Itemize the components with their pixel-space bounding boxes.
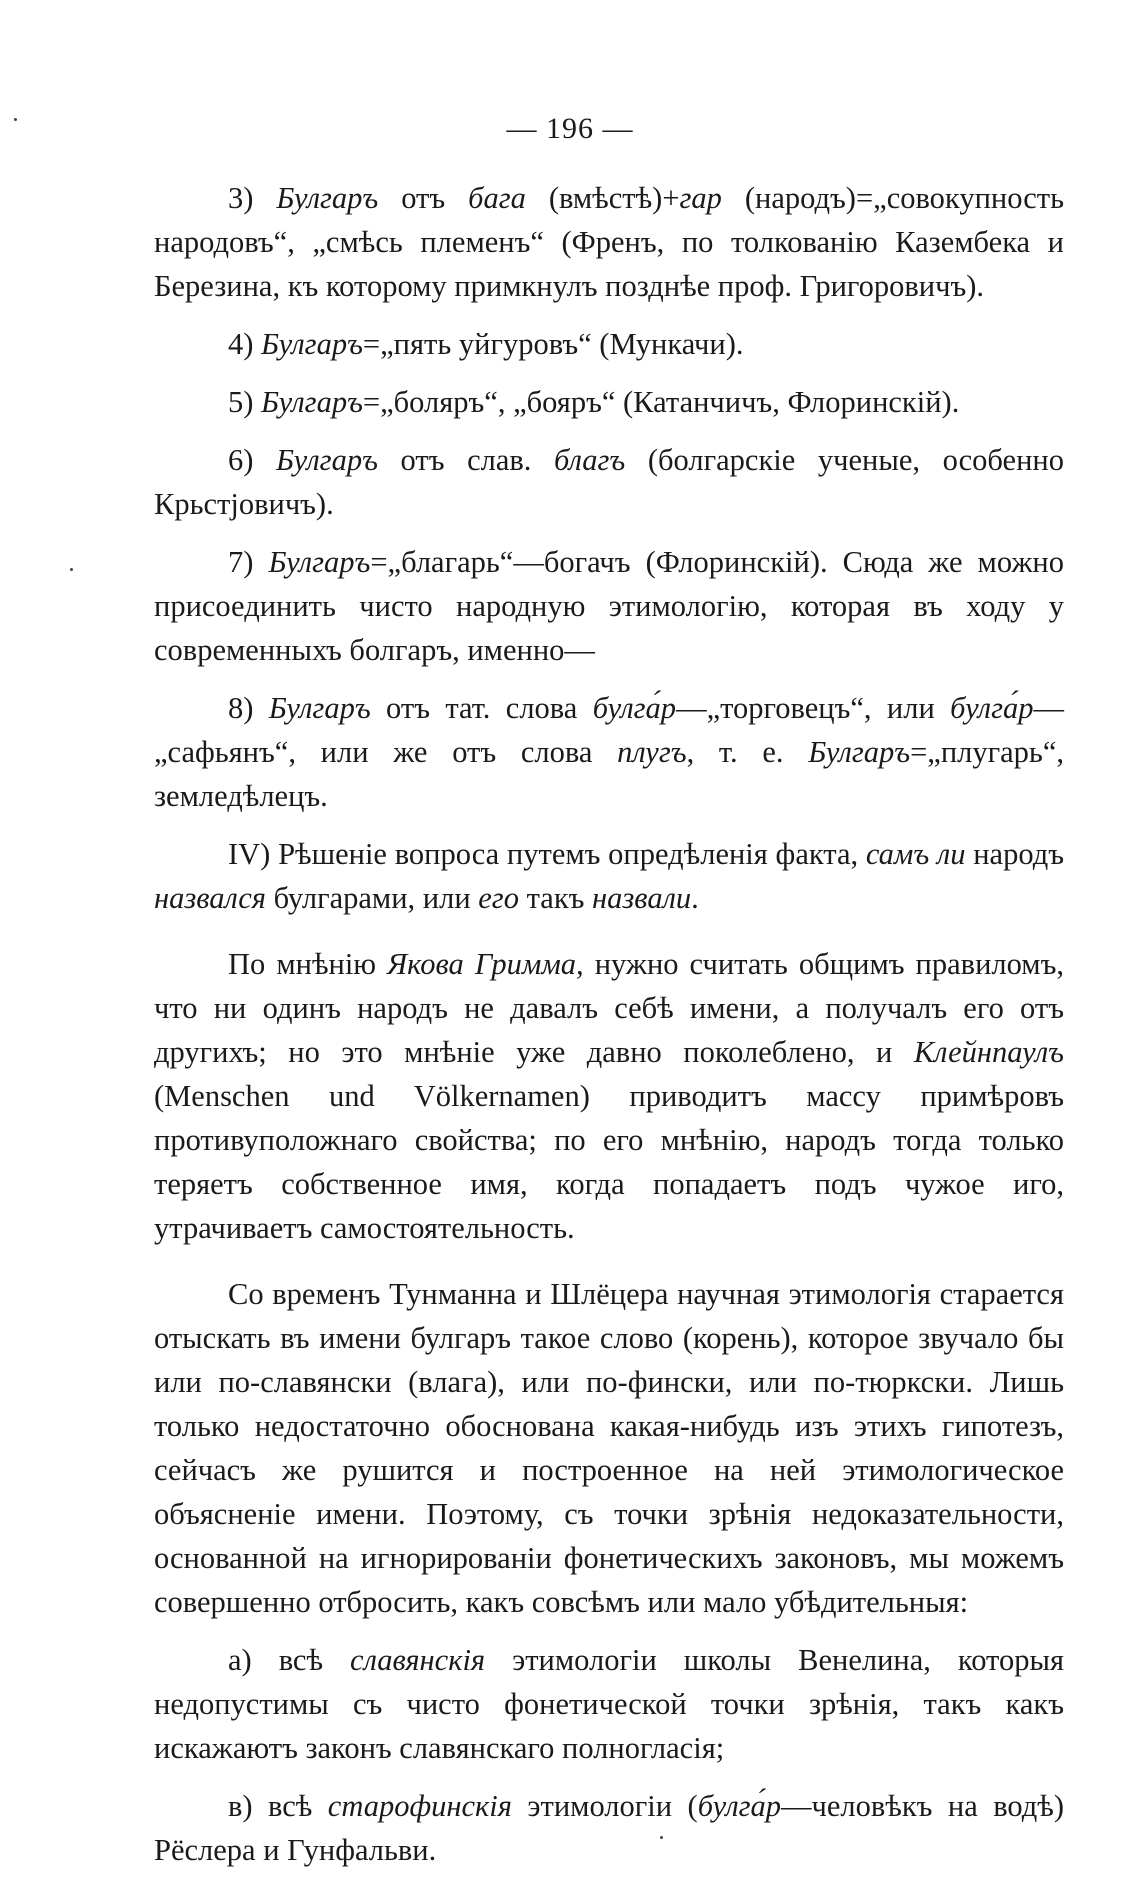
text-run: 6) <box>228 443 277 477</box>
text-run: , т. е. <box>686 735 809 769</box>
paragraph-item-a <box>154 1638 1064 1770</box>
text-run: —„сафьянъ“, или же отъ слова <box>154 691 1064 769</box>
text-run: IV) Рѣшеніе вопроса путемъ опредѣленія факта, <box>228 837 866 871</box>
text-run: =„благарь“—богачъ (Флоринскій). Сюда же можно присоединить чисто народную этимологію, которая въ ходу у современныхъ болгаръ, именно— <box>154 545 1064 667</box>
text-run: булгарами, или <box>265 881 479 915</box>
paragraph-item-3 <box>154 176 1064 308</box>
text-run: 4) <box>228 327 262 361</box>
text-run: =„плугарь“, земледѣлецъ. <box>154 735 1064 813</box>
page-number: — 196 — <box>506 112 634 145</box>
italic-term: славянскія <box>350 1643 486 1677</box>
text-run: отъ <box>378 181 469 215</box>
scan-speck <box>70 568 73 571</box>
italic-term: назвался <box>154 881 266 915</box>
italic-term: булга́р <box>697 1789 782 1823</box>
paragraph-item-8 <box>154 686 1064 818</box>
text-run: (вмѣстѣ)+ <box>525 181 680 215</box>
italic-term: Булгаръ <box>276 443 378 477</box>
paragraph-grimm <box>154 942 1064 1250</box>
italic-term: Булгаръ <box>261 327 363 361</box>
text-run: —человѣкъ на водѣ) Рёслера и Гунфальви. <box>154 1789 1064 1867</box>
text-run: =„боляръ“, „бояръ“ (Катанчичъ, Флоринскій). <box>362 385 960 419</box>
italic-term: плугъ <box>617 735 687 769</box>
text-run: По мнѣнію <box>228 947 388 981</box>
text-run: 8) <box>228 691 269 725</box>
italic-term: благъ <box>554 443 626 477</box>
text-run: нужно считать общимъ правиломъ, что ни одинъ народъ не давалъ себѣ имени, а получалъ его отъ другихъ; но это мнѣніе уже давно поколеблено, и <box>154 947 1064 1069</box>
scan-speck <box>14 118 17 121</box>
paragraph-item-6 <box>154 438 1064 526</box>
italic-term: Булгаръ <box>261 385 363 419</box>
italic-term: гар <box>679 181 722 215</box>
paragraph-item-b <box>154 1784 1064 1872</box>
italic-term: Булгаръ <box>276 181 379 215</box>
text-run: (болгарскіе ученые, особенно Крьстjовичъ). <box>154 443 1064 521</box>
italic-term: его <box>478 881 519 915</box>
text-run: 5) <box>228 385 262 419</box>
text-run: 3) <box>228 181 277 215</box>
italic-term: Якова Гримма, <box>387 947 584 981</box>
paragraph-item-7 <box>154 540 1064 672</box>
text-run: а) всѣ <box>228 1643 351 1677</box>
paragraph-item-5 <box>154 380 1064 424</box>
paragraph-section-iv <box>154 832 1064 920</box>
italic-term: булга́р <box>950 691 1034 725</box>
text-run: (Menschen und Völkernamen) приводитъ массу примѣровъ противуположнаго свойства; по его мнѣнію, народъ тогда только теряетъ собственное имя, когда попадаетъ подъ чужое иго, утрачиваетъ самостоятельность. <box>154 1079 1064 1245</box>
text-run: этимологіи ( <box>511 1789 698 1823</box>
italic-term: назвали <box>592 881 692 915</box>
italic-term: Булгаръ <box>808 735 911 769</box>
text-run: такъ <box>518 881 593 915</box>
text-run: —„торговецъ“, или <box>676 691 951 725</box>
text-run: отъ слав. <box>377 443 555 477</box>
paragraph-etymology <box>154 1272 1064 1624</box>
paragraph-item-4 <box>154 322 1064 366</box>
italic-term: старофинскія <box>327 1789 512 1823</box>
text-run: . <box>691 881 699 915</box>
text-run: 7) <box>228 545 269 579</box>
text-run: народъ <box>965 837 1065 871</box>
italic-term: бага <box>468 181 526 215</box>
text-run: (народъ)=„совокупность народовъ“, „смѣсь племенъ“ (Френъ, по толкованію Казембека и Березина, къ которому примкнулъ позднѣе проф. Григоровичъ). <box>154 181 1064 303</box>
italic-term: булга́р <box>592 691 677 725</box>
text-run: =„пять уйгуровъ“ (Мункачи). <box>362 327 744 361</box>
italic-term: Клейнпаулъ <box>913 1035 1064 1069</box>
text-run: отъ тат. слова <box>370 691 593 725</box>
page-text <box>154 176 1064 1886</box>
text-run: этимологіи школы Венелина, которыя недопустимы съ чисто фонетической точки зрѣнія, такъ какъ искажаютъ законъ славянскаго полногласія; <box>154 1643 1064 1765</box>
italic-term: Булгаръ <box>268 545 371 579</box>
text-run: Со временъ Тунманна и Шлёцера научная этимологія старается отыскать въ имени булгаръ такое слово (корень), которое звучало бы или по-славянски (влага), или по-фински, или по-тюркски. Лишь только недостаточно обоснована какая-нибудь изъ этихъ гипотезъ, сейчасъ же рушится и построенное на ней этимологическое объясненіе имени. Поэтому, съ точки зрѣнія недоказательности, основанной на игнорированіи фонетическихъ законовъ, мы можемъ совершенно отбросить, какъ совсѣмъ или мало убѣдительныя: <box>154 1277 1064 1619</box>
italic-term: самъ ли <box>865 837 966 871</box>
text-run: в) всѣ <box>228 1789 328 1823</box>
italic-term: Булгаръ <box>268 691 371 725</box>
scan-speck <box>660 1836 663 1839</box>
